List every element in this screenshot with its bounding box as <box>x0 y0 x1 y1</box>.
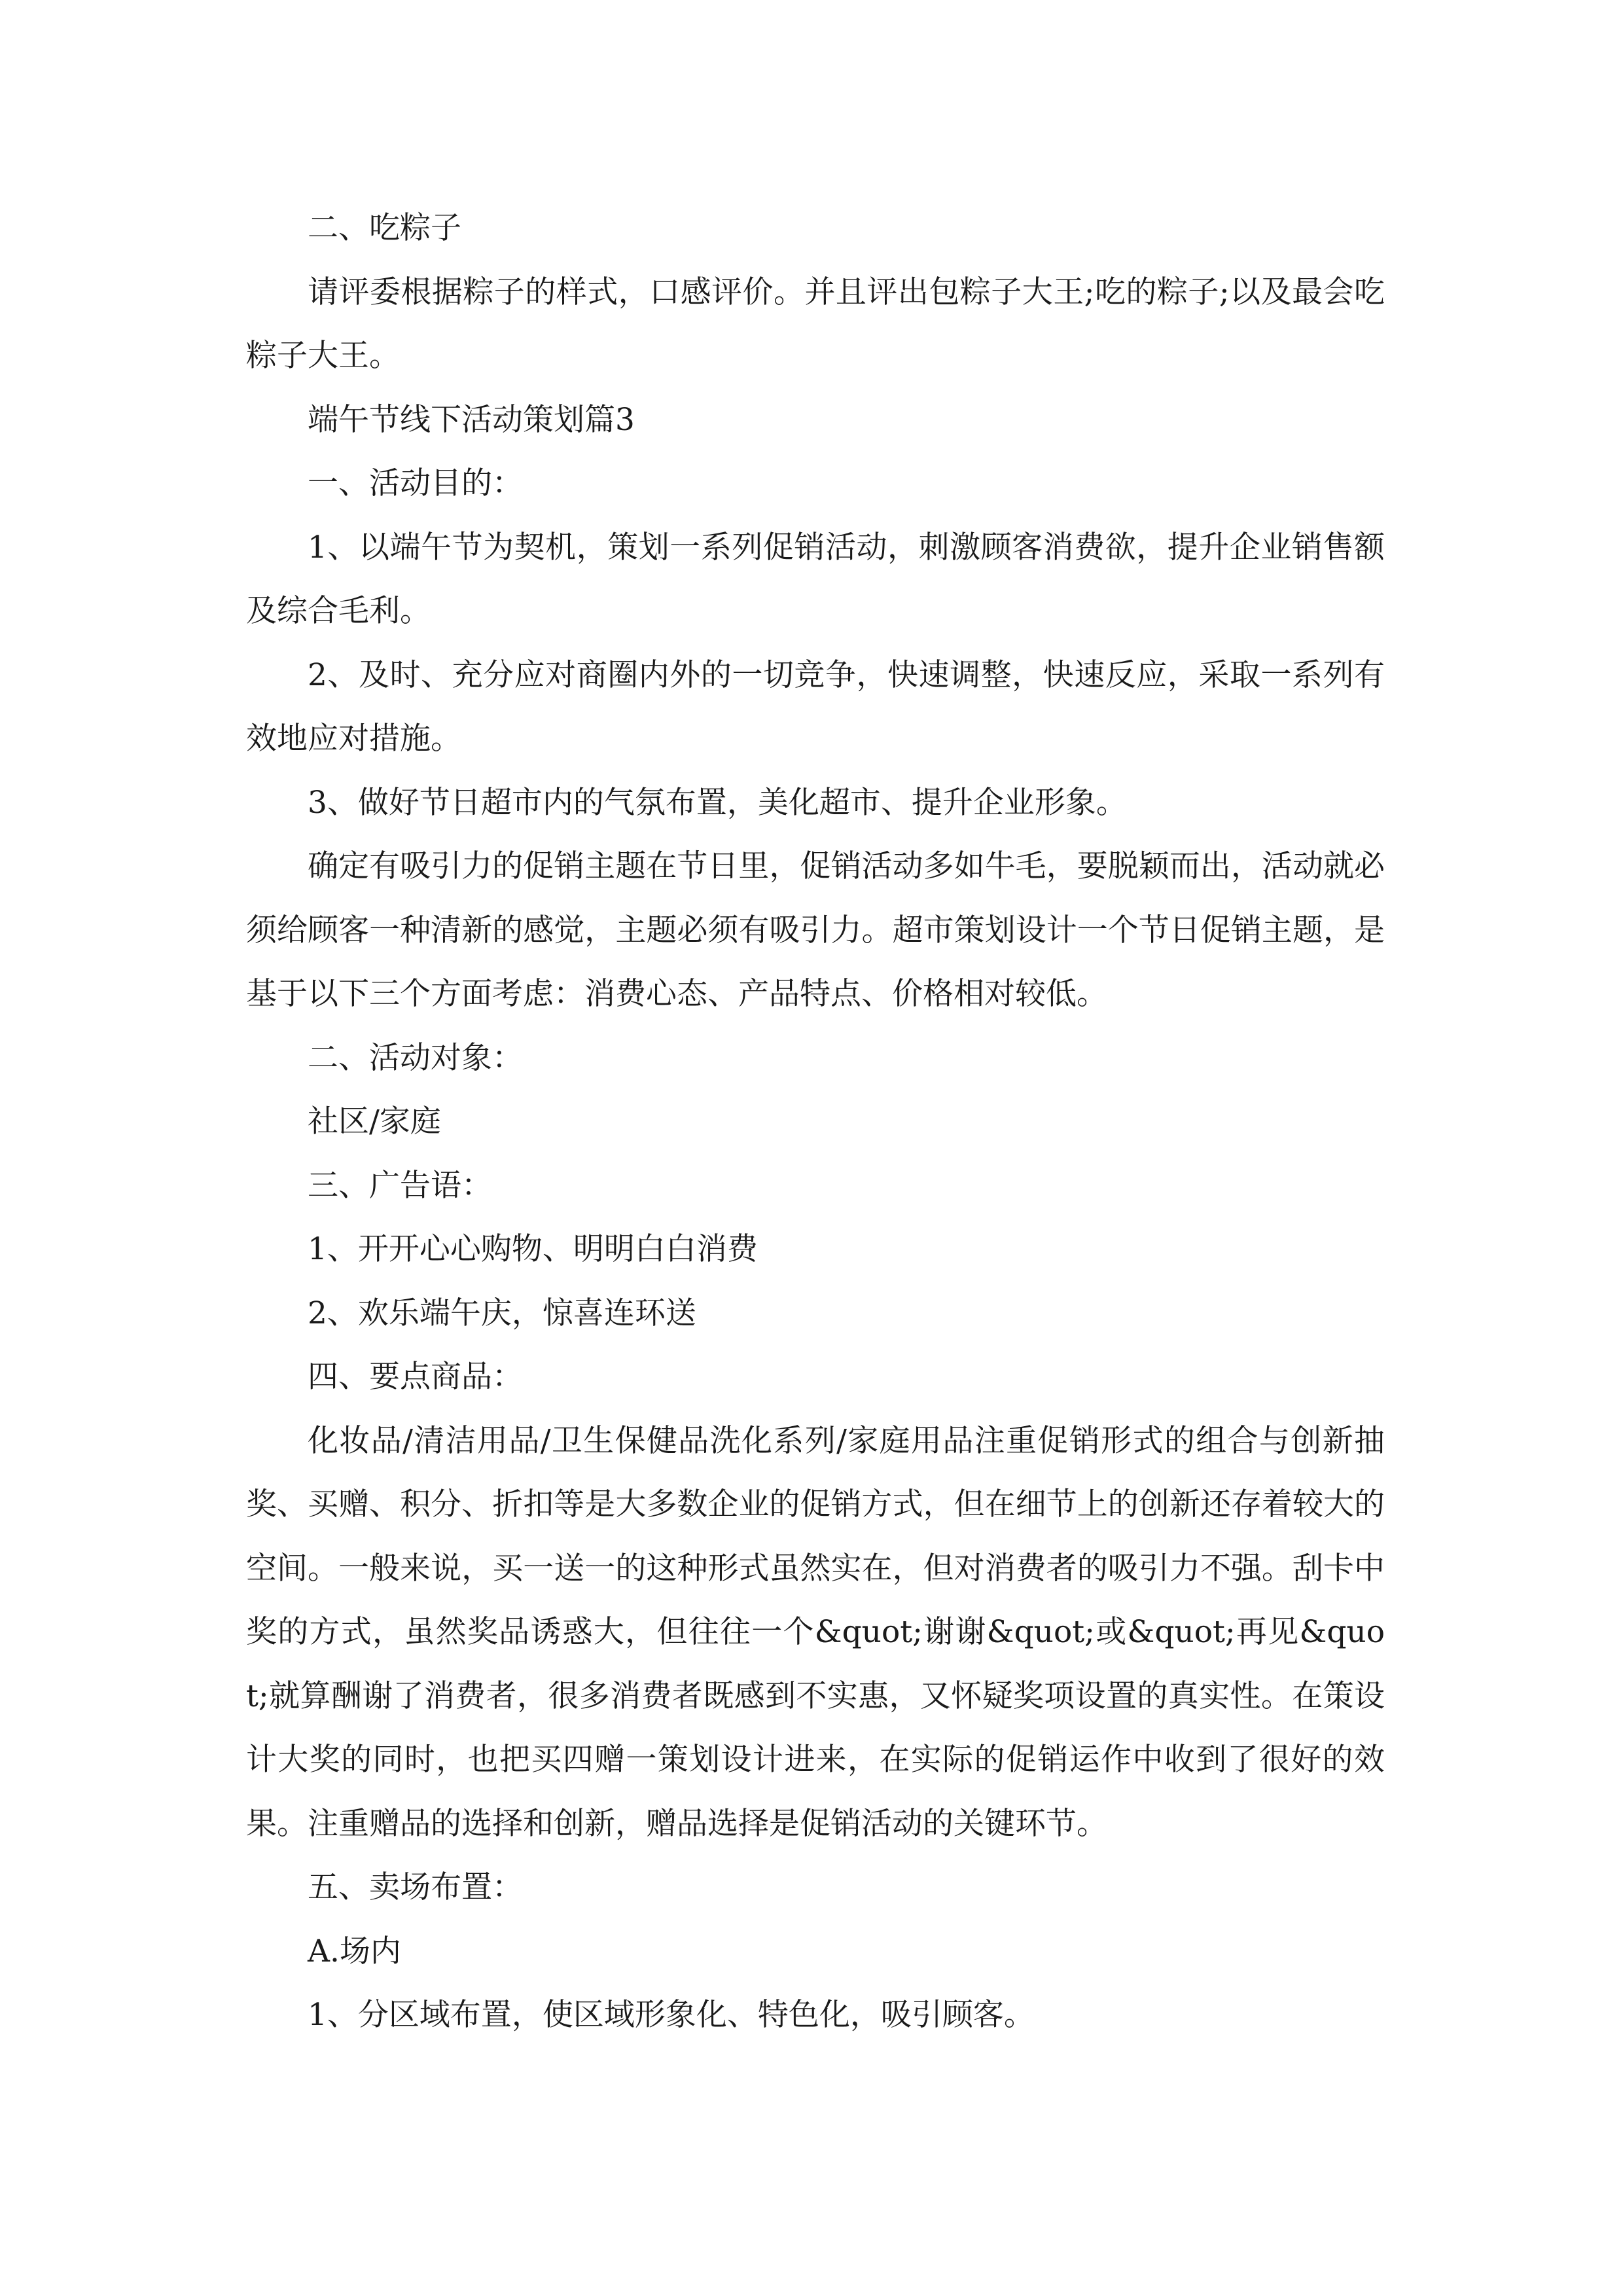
article-title: 端午节线下活动策划篇3 <box>308 401 635 438</box>
section-heading-purpose: 一、活动目的： <box>308 465 523 501</box>
slogan-item-2: 2、欢乐端午庆，惊喜连环送 <box>308 1295 696 1331</box>
section-heading-key-products: 四、要点商品： <box>308 1359 523 1395</box>
section-heading-store-layout: 五、卖场布置： <box>308 1869 523 1905</box>
paragraph-theme: 确定有吸引力的促销主题在节日里，促销活动多如牛毛，要脱颖而出，活动就必须给顾客一种清新的感觉，主题必须有吸引力。超市策划设计一个节日促销主题，是基于以下三个方面考虑：消费心态、产品特点、价格相对较低。 <box>246 848 1385 1012</box>
purpose-item-1: 1、以端午节为契机，策划一系列促销活动，刺激顾客消费欲，提升企业销售额及综合毛利。 <box>246 529 1385 629</box>
slogan-item-1: 1、开开心心购物、明明白白消费 <box>308 1231 758 1267</box>
document-body <box>246 196 1385 2047</box>
subheading-in-store: A.场内 <box>308 1933 401 1969</box>
paragraph-judging: 请评委根据粽子的样式，口感评价。并且评出包粽子大王;吃的粽子;以及最会吃粽子大王。 <box>246 274 1385 374</box>
purpose-item-3: 3、做好节日超市内的气氛布置，美化超市、提升企业形象。 <box>308 784 1127 821</box>
section-heading-eat-zongzi: 二、吃粽子 <box>308 210 461 246</box>
target-value: 社区/家庭 <box>308 1103 441 1139</box>
layout-item-1: 1、分区域布置，使区域形象化、特色化，吸引顾客。 <box>308 1997 1035 2033</box>
section-heading-target: 二、活动对象： <box>308 1039 523 1076</box>
paragraph-key-products: 化妆品/清洁用品/卫生保健品洗化系列/家庭用品注重促销形式的组合与创新抽奖、买赠、积分、折扣等是大多数企业的促销方式，但在细节上的创新还存着较大的空间。一般来说，买一送一的这种形式虽然实在，但对消费者的吸引力不强。刮卡中奖的方式，虽然奖品诱惑大，但往往一个&quot;谢谢&quot;或&quot;再见&quot;就算酬谢了消费者，很多消费者既感到不实惠，又怀疑奖项设置的真实性。在策设计大奖的同时，也把买四赠一策划设计进来，在实际的促销运作中收到了很好的效果。注重赠品的选择和创新，赠品选择是促销活动的关键环节。 <box>246 1422 1385 1842</box>
section-heading-slogan: 三、广告语： <box>308 1167 492 1204</box>
purpose-item-2: 2、及时、充分应对商圈内外的一切竞争，快速调整，快速反应，采取一系列有效地应对措施。 <box>246 656 1385 757</box>
